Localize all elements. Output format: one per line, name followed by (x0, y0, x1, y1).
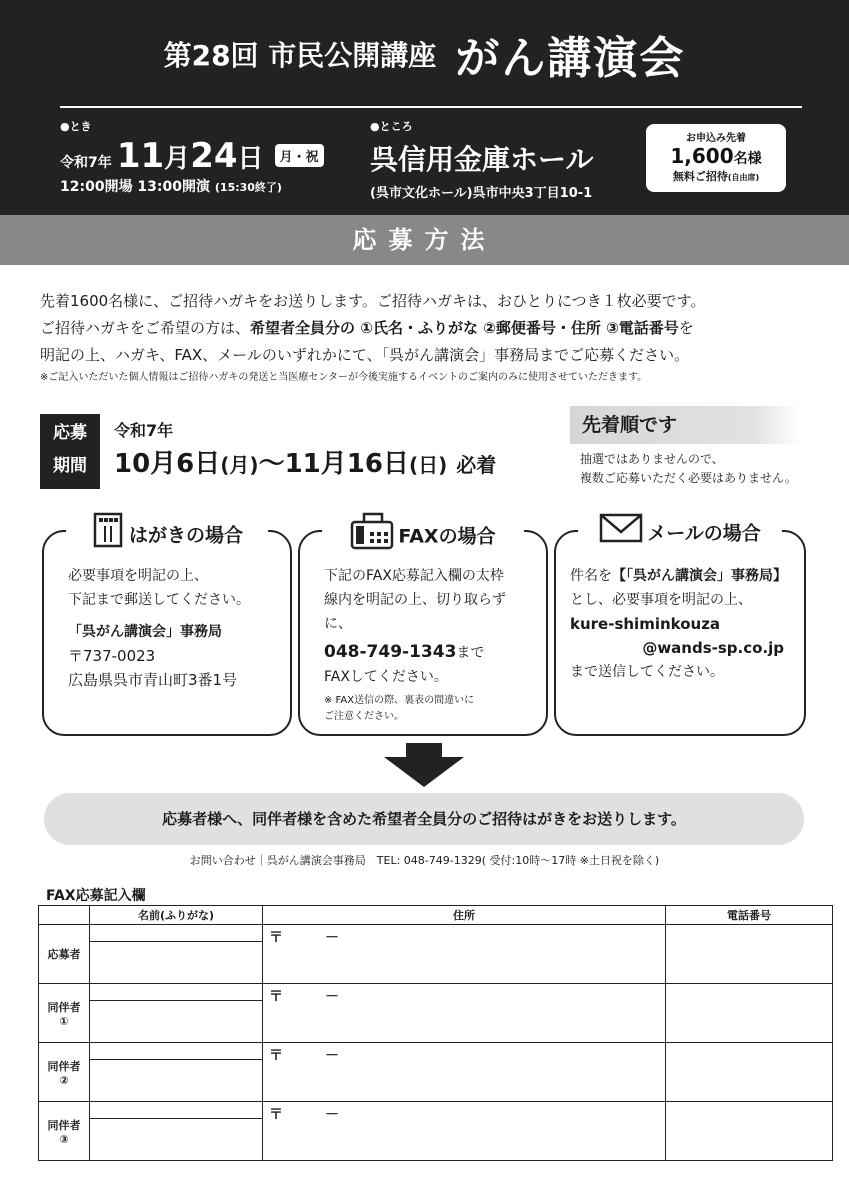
event-date (60, 118, 324, 196)
contact-info: お問い合わせ｜呉がん講演会事務局 TEL: 048-749-1329( 受付:10時～17時 ※土日祝を除く) (189, 854, 660, 867)
holiday-badge: 月・祝 (275, 144, 324, 167)
fax-form-title: FAX応募記入欄 (46, 888, 146, 904)
fax-line-2: 線内を明記の上、切り取らずに、 (324, 592, 506, 632)
fax-made: まで (456, 645, 485, 661)
intro-line-3: 明記の上、ハガキ、FAX、メールのいずれかにて、「呉がん講演会」事務局までご応募ください。 (40, 346, 690, 364)
postcard-address: 広島県呉市青山町3番1号 (68, 671, 238, 689)
event-end-time: (15:30終了) (214, 181, 282, 194)
mail-address-1: kure-shiminkouza (570, 615, 721, 633)
row-label: 応募者 (39, 925, 90, 984)
table-row (39, 984, 833, 1043)
capacity-label: お申込み先着 (686, 133, 746, 144)
capacity-unit: 名様 (733, 151, 762, 167)
capacity-number: 1,600 (670, 144, 734, 168)
when-label: ●とき (60, 120, 92, 133)
address-field[interactable]: 〒 － (263, 925, 666, 984)
name-field[interactable] (90, 1043, 263, 1102)
fax-line-1: 下記のFAX応募記入欄の太枠 (324, 568, 504, 584)
postcard-method-box (42, 524, 292, 736)
period-start: 10月6日 (114, 449, 221, 479)
mail-line-4: まで送信してください。 (570, 664, 724, 680)
intro-line-2b: 希望者全員分の ①氏名・ふりがな ②郵便番号・住所 ③電話番号 (250, 319, 679, 337)
intro-line-2c: を (678, 319, 694, 337)
mail-line-2: とし、必要事項を明記の上、 (570, 592, 752, 608)
date-day: 24 (190, 136, 238, 176)
phone-field[interactable] (666, 1043, 833, 1102)
intro-line-2a: ご招待ハガキをご希望の方は、 (40, 319, 251, 337)
event-times: 12:00開場 13:00開演 (60, 179, 211, 195)
phone-field[interactable] (666, 984, 833, 1043)
mail-subject: 【「呉がん講演会」事務局】 (612, 568, 787, 584)
period-deadline: 必着 (456, 453, 497, 477)
col-phone: 電話番号 (666, 906, 833, 925)
row-label: 同伴者 ② (39, 1043, 90, 1102)
privacy-note: ※ご記入いただいた個人情報はご招待ハガキの発送と当医療センターが今後実施するイベントのご案内のみに使用させていただきます。 (40, 372, 648, 383)
mail-line-1a: 件名を (570, 568, 612, 584)
postcard-line-1: 必要事項を明記の上、 (68, 568, 208, 584)
phone-field[interactable] (666, 925, 833, 984)
date-era: 令和7年 (60, 155, 112, 171)
table-row (39, 925, 833, 984)
date-month-unit: 月 (164, 144, 191, 174)
application-period (114, 418, 496, 480)
fax-form-table (38, 905, 833, 1161)
postcard-line-2: 下記まで郵送してください。 (68, 592, 250, 608)
name-field[interactable] (90, 984, 263, 1043)
fax-machine-icon (350, 512, 394, 562)
postcard-office: 「呉がん講演会」事務局 (68, 624, 222, 640)
table-row (39, 1102, 833, 1161)
title-main: がん講演会 (455, 33, 686, 84)
free-invite: 無料ご招待 (672, 170, 728, 183)
mail-method-box (554, 522, 806, 736)
postcard-zip: 〒737-0023 (68, 647, 156, 665)
name-field[interactable] (90, 1102, 263, 1161)
name-field[interactable] (90, 925, 263, 984)
col-label-blank (39, 906, 90, 925)
section-title: 応募方法 (0, 215, 849, 265)
date-month: 11 (116, 136, 165, 176)
event-venue (370, 118, 593, 201)
fax-method-box (298, 525, 548, 736)
venue-name: 呉信用金庫ホール (370, 143, 594, 176)
first-come-note-1: 抽選ではありませんので、 (580, 452, 724, 466)
envelope-icon (599, 512, 643, 556)
header-divider (60, 106, 802, 108)
mail-address-2: @wands-sp.co.jp (642, 639, 784, 657)
period-tag-line2: 期間 (53, 456, 87, 476)
fax-note-1: ※ FAX送信の際、裏表の間違いに (324, 695, 475, 706)
period-tag (40, 414, 100, 489)
period-tilde: ～ (258, 449, 285, 479)
intro-line-2 (40, 315, 820, 342)
period-era: 令和7年 (114, 421, 174, 440)
fax-note-2: ご注意ください。 (324, 711, 404, 722)
title-series: 第28回 市民公開講座 (163, 39, 437, 72)
row-label: 同伴者 ① (39, 984, 90, 1043)
col-name: 名前(ふりがな) (90, 906, 263, 925)
address-field[interactable]: 〒 － (263, 984, 666, 1043)
event-title (0, 22, 849, 86)
table-row (39, 1043, 833, 1102)
result-message: 応募者様へ、同伴者様を含めた希望者全員分のご招待はがきをお送りします。 (44, 793, 804, 845)
postcard-title: はがきの場合 (128, 524, 243, 547)
fax-number: 048-749-1343 (324, 642, 457, 662)
first-come-note (580, 450, 797, 488)
intro-line-1: 先着1600名様に、ご招待ハガキをお送りします。ご招待ハガキは、おひとりにつき１枚必要です。 (40, 292, 706, 310)
postcard-icon (91, 512, 125, 560)
phone-field[interactable] (666, 1102, 833, 1161)
free-invite-note: (自由席) (727, 173, 760, 182)
row-label: 同伴者 ③ (39, 1102, 90, 1161)
address-field[interactable]: 〒 － (263, 1043, 666, 1102)
first-come-title: 先着順です (570, 406, 800, 444)
fax-line-4: FAXしてください。 (324, 669, 448, 685)
capacity-badge (646, 124, 786, 192)
where-label: ●ところ (370, 120, 413, 133)
period-start-day: (月) (220, 453, 259, 477)
mail-title: メールの場合 (647, 522, 761, 545)
first-come-note-2: 複数ご応募いただく必要はありません。 (580, 471, 797, 485)
venue-address: (呉市文化ホール)呉市中央3丁目10-1 (370, 186, 593, 201)
down-arrow-icon (384, 743, 464, 787)
col-address: 住所 (263, 906, 666, 925)
event-header (0, 0, 849, 215)
fax-title: FAXの場合 (398, 525, 496, 548)
period-tag-line1: 応募 (53, 423, 87, 443)
intro-text (40, 288, 820, 387)
period-end: 11月16日 (284, 449, 409, 479)
address-field[interactable]: 〒 － (263, 1102, 666, 1161)
date-day-unit: 日 (237, 144, 264, 174)
period-end-day: (日) (408, 453, 448, 477)
